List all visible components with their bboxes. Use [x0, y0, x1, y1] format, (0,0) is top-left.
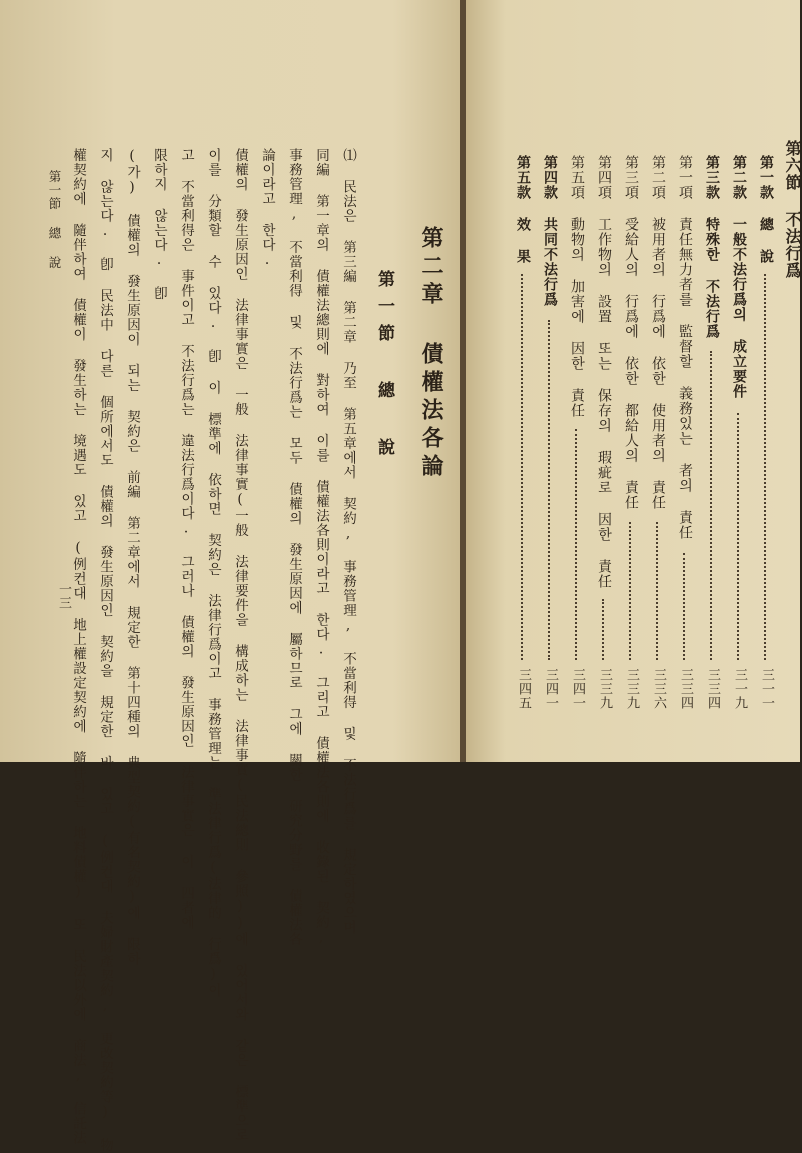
- body-column: 이를 分類할 수 있다. 卽 이 標準에 依하면 契約은 法律行爲이고 事務管理는 準法律行爲(法律的 行爲)이: [205, 148, 221, 998]
- toc-leader-dots: [683, 553, 685, 661]
- body-column: 지 않는다. 卽 民法中 다른 個所에서도 債權의 發生原因인 契約을 規定한 바 있고 (例컨대 夫婦財產契約, 更改契約等) 物: [97, 148, 113, 1153]
- section-title: 第一節 總 說: [374, 270, 394, 465]
- toc-page-number: 三四一: [543, 668, 558, 710]
- toc-entry-label: 第六節 不法行爲: [783, 140, 802, 279]
- toc-page-number: 三三九: [624, 668, 639, 710]
- toc-leader-dots: [737, 413, 739, 660]
- chapter-title: 第二章 債權法各論: [418, 226, 444, 482]
- body-column: 債權의 發生原因인 法律事實은 一般 法律事實(一般 法律要件을 構成하는 法律事實(民法總則 參照))에 있어서와 같은 標準으로: [232, 148, 248, 1143]
- toc-entry-label: 第四款 共同不法行爲: [542, 155, 558, 307]
- toc-page-number: 三一九: [732, 668, 747, 710]
- toc-entry-label: 第二款 一般不法行爲의 成立要件: [731, 155, 747, 399]
- toc-entry-label: 第五款 效 果: [515, 155, 531, 264]
- body-column: 權契約에 隨伴하여 債權이 發生하는 境遇도 있고 (例컨대 地上權設定契約에 隨伴하는 地料債權) 또 民法以外에 商法, 信託法: [70, 148, 86, 1145]
- toc-entry-label: 第四項 工作物의 設置 또는 保存의 瑕疵로 因한 責任: [596, 155, 612, 589]
- toc-leader-dots: [602, 599, 604, 660]
- toc-leader-dots: [548, 320, 550, 660]
- toc-leader-dots: [710, 351, 712, 660]
- toc-entry-label: 第三款 特殊한 不法行爲: [704, 155, 720, 339]
- toc-entry-label: 第五項 動物의 加害에 因한 責任: [569, 155, 585, 418]
- toc-leader-dots: [629, 522, 631, 661]
- toc-page-number: 三三四: [705, 668, 720, 710]
- body-column: 고 不當利得은 事件이고 不法行爲는 違法行爲이다. 그러나 債權의 發生原因인 法律事實은 이 四者에: [178, 148, 194, 930]
- toc-leader-dots: [575, 429, 577, 661]
- toc-page-number: 三四五: [516, 668, 531, 710]
- body-column: 同編 第一章의 債權法總則에 對하여 이를 債權法各則이라고 한다. 그리고 債權法各則에 收錄된 契約,: [313, 148, 329, 947]
- toc-entry-label: 第三項 受給人의 行爲에 依한 都給人의 責任: [623, 155, 639, 510]
- body-column: 限하지 않는다. 卽: [151, 148, 167, 301]
- toc-page-number: 三一一: [759, 668, 774, 710]
- toc-page-number: 三三四: [678, 668, 693, 710]
- body-column: 論이라고 한다.: [259, 148, 275, 269]
- toc-page-number: 三三六: [651, 668, 666, 710]
- toc-leader-dots: [656, 522, 658, 661]
- running-head: 第一節 總 說: [47, 170, 62, 270]
- toc-leader-dots: [521, 274, 523, 661]
- body-column: (가) 債權의 發生原因이 되는 契約은 前編 第二章에서 規定한 第十四種의 典型契約(有名契約)에 限하: [124, 148, 140, 966]
- toc-entry-label: 第一項 責任無力者를 監督할 義務있는 者의 責任: [677, 155, 693, 540]
- body-column: ⑴ 民法은 第三編 第二章 乃至 第五章에서 契約, 事務管理, 不當利得 및 不法行爲를 規定하였으며: [340, 148, 356, 935]
- page-number: 一三: [56, 582, 71, 610]
- toc-page-number: 三三九: [597, 668, 612, 710]
- right-page: [466, 0, 800, 762]
- body-column: 事務管理, 不當利得 및 不法行爲는 모두 債權의 發生原因에 屬하므로 그에 關한 研究分野를 債權法各: [286, 148, 302, 947]
- toc-leader-dots: [764, 274, 766, 661]
- toc-page-number: 三四一: [570, 668, 585, 710]
- toc-entry-label: 第一款 總 說: [758, 155, 774, 264]
- toc-entry-label: 第二項 被用者의 行爲에 依한 使用者의 責任: [650, 155, 666, 510]
